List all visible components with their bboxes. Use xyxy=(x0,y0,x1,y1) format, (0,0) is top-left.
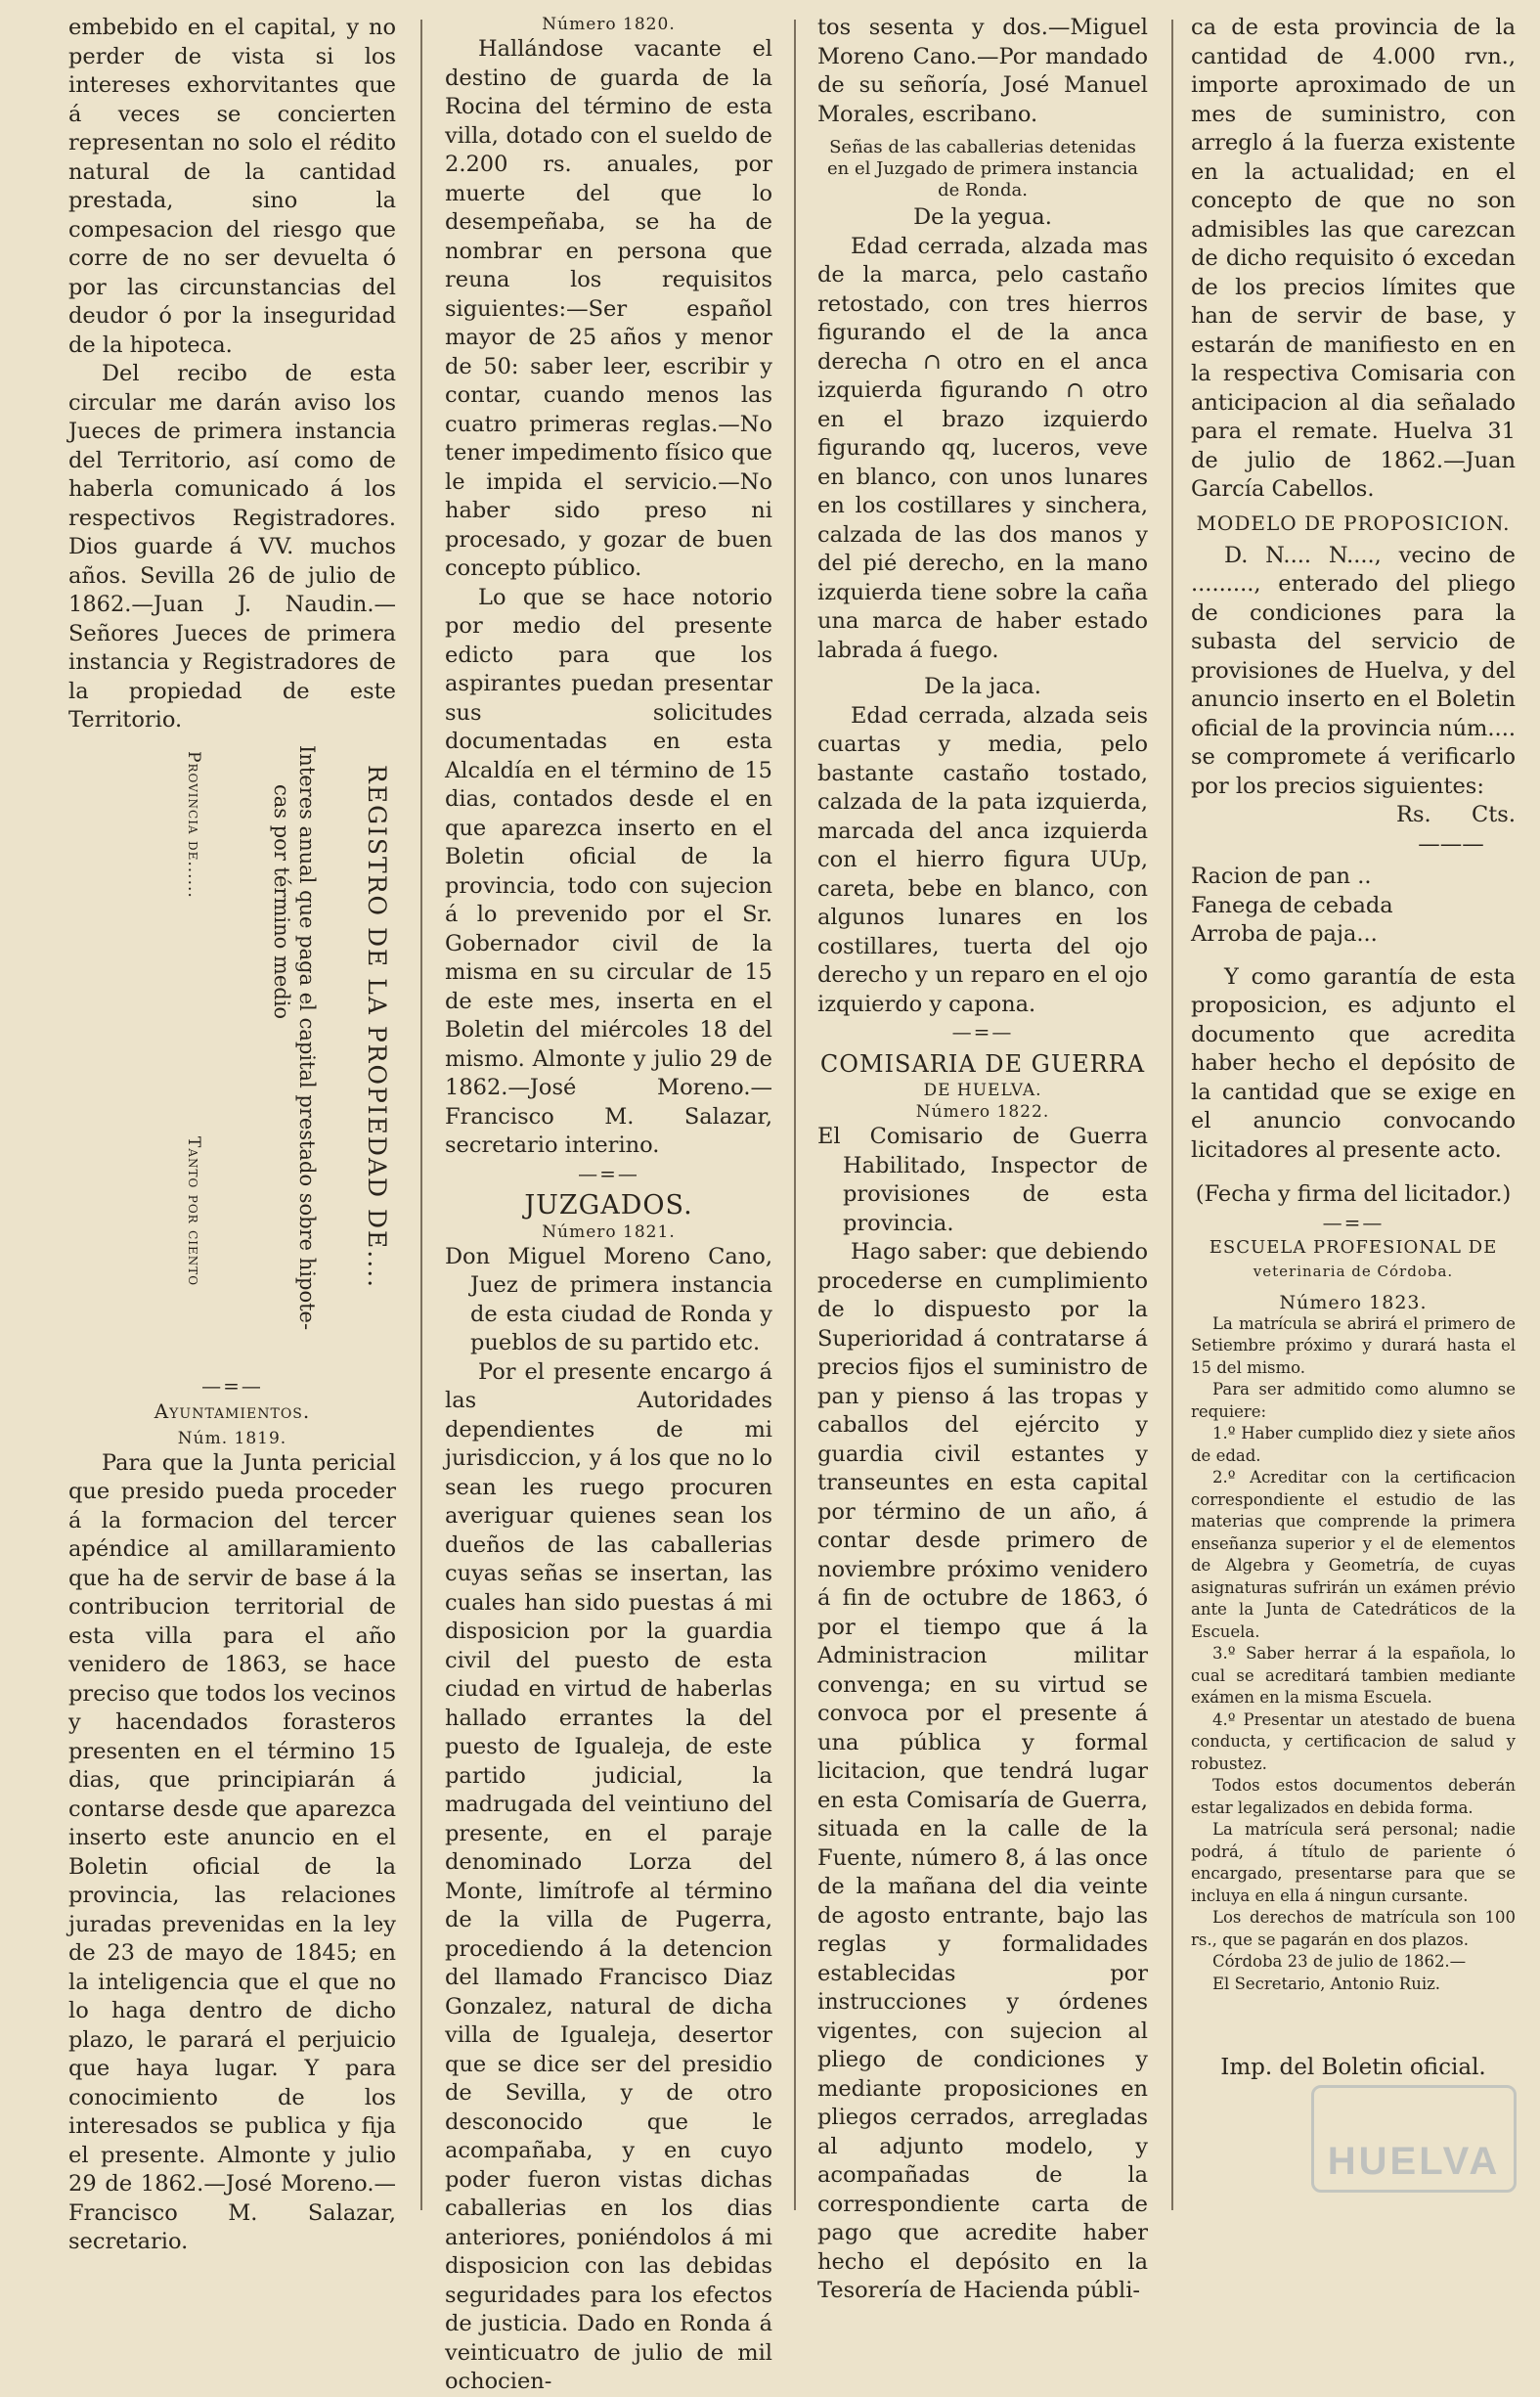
notice-1821-text: Por el presente encargo á las Autoridades dependientes de mi jurisdiccion, y á los que no lo sean les ruego procuren averiguar quienes sean los dueños de las caballerias cuyas señas se insertan, las cuales han sido puestas á mi disposicion por la guardia civil del puesto de esta ciudad en virtud de haberlas hallado errantes la del puesto de Igualeja, de este partido judicial, la madrugada del veintiuno del presente, en el paraje denominado Lorza del Monte, limítrofe al término de la villa de Pugerra, procediendo á la detencion del llamado Francisco Diaz Gonzalez, natural de dicha villa de Igualeja, desertor que se dice ser del presidio de Sevilla, y de otro desconocido que le acompañaba, y en cuyo poder fueron vistas dichas caballerias en los dias anteriores, poniéndolos á mi disposicion con las debidas seguridades para los efectos de justicia. Dado en Ronda á veinticuatro de julio de mil ochocien- xyxy=(445,1358,772,2394)
circular-closing: Del recibo de esta circular me darán aviso los Jueces de primera instancia del Territorio, así como de haberla comunicado á los respectivos Registradores. Dios guarde á VV. muchos años. Sevilla 26 de julio de 1862.—Juan J. Naudin.—Señores Jueces de primera instancia y Registradores de la propiedad de este Territorio. xyxy=(68,361,396,732)
school-subheading: veterinaria de Córdoba. xyxy=(1253,1262,1454,1280)
pony-description: Edad cerrada, alzada seis cuartas y media, pelo bastante castaño tostado, calzada de la pata izquierda, marcada del anca izquierda con el hierro figura UUp, careta, bebe en blanco, con algunos lunares en los costillares, tuerta del ojo derecho y un reparo en el ojo izquierdo y capona. xyxy=(817,702,1148,1017)
school-signature: El Secretario, Antonio Ruiz. xyxy=(1212,1974,1441,1993)
price-item: Racion de pan .. xyxy=(1191,864,1372,889)
reales-label: Rs. xyxy=(1396,802,1431,827)
school-requirement: 4.º Presentar un atestado de buena conducta, y certificacion de salud y robustez. xyxy=(1191,1709,1516,1773)
price-columns-header xyxy=(1191,801,1516,830)
notice-1819-text: Para que la Junta pericial que presido pueda proceder á la formacion del tercer apéndice al amillaramiento que ha de servir de base á la contribucion territorial de esta villa para el año venidero de 1863, se hace preciso que todos los vecinos y hacendados forasteros presenten en el término 15 dias, que principiarán á contarse desde que aparezca inserto este anuncio en el Boletin oficial de la provincia, las relaciones juradas prevenidas en la ley de 23 de mayo de 1845; en la inteligencia que el que no lo haga dentro de dicho plazo, le parará el perjuicio que haya lugar. Y para conocimiento de los interesados se publica y fija el presente. Almonte y julio 29 de 1862.—José Moreno.—Francisco M. Salazar, secretario. xyxy=(68,1449,396,2254)
column-3 xyxy=(817,14,1148,2303)
notice-1822-text: Hago saber: que debiendo procederse en cumplimiento de lo dispuesto por la Superioridad á contratarse á precios fijos el suministro de pan y pienso á las tropas y caballos del ejército y guardia civil estantes y transeuntes en esta capital por término de un año, á contar desde primero de noviembre próximo venidero á fin de octubre de 1863, ó por el tiempo que á la Administracion militar convenga; en su virtud se convoca por el presente á una pública y formal licitacion, que tendrá lugar en esta Comisaría de Guerra, situada en la calle de la Fuente, número 8, á las once de la mañana del dia veinte de agosto entrante, bajo las reglas y formalidades establecidas por instrucciones y órdenes vigentes, con sujecion al pliego de condiciones y mediante proposiciones en pliegos cerrados, arregladas al adjunto modelo, y acompañadas de la correspondiente carta de pago que acredite haber hecho el depósito en la Tesorería de Hacienda públi- xyxy=(817,1239,1148,2303)
column-rule xyxy=(420,20,422,2210)
school-requirement: 3.º Saber herrar á la española, lo cual se acreditará tambien mediante exámen en la misma Escuela. xyxy=(1191,1644,1516,1707)
column-rule xyxy=(1171,20,1173,2210)
circular-text: embebido en el capital, y no perder de vista si los intereses exhorvitantes que á veces se concierten representan no solo el rédito natural de la cantidad prestada, sino la compesacion del riesgo que corre de no ser devuelta ó por las circunstancias del deudor ó por la inseguridad de la hipoteca. xyxy=(68,15,396,358)
archive-watermark: HUELVA xyxy=(1311,2085,1517,2193)
column-2 xyxy=(445,14,772,2394)
notice-number: Número 1822. xyxy=(915,1102,1050,1122)
registry-province-label: Provincia de...... xyxy=(184,750,203,899)
mare-description: Edad cerrada, alzada mas de la marca, pelo castaño retostado, con tres hierros figurando el de la anca derecha ∩ otro en el anca izquierda figurando ∩ otro en el brazo izquierdo figurando qq, luceros, veve en blanco, con unos lunares en los costillares y sinchera, calzada de las dos manos y del pié derecho, en la mano izquierda tiene sobre la caña una marca de haber estado labrada á fuego. xyxy=(817,233,1148,663)
mare-heading: De la yegua. xyxy=(913,204,1052,230)
pony-heading: De la jaca. xyxy=(924,674,1041,699)
price-item: Arroba de paja... xyxy=(1191,921,1378,947)
column-4 xyxy=(1191,14,1516,2216)
guarantee-text: Y como garantía de esta proposicion, es adjunto el documento que acredita haber hecho el depósito de la cantidad que se exige en el anuncio convocando licitadores al presente acto. xyxy=(1191,963,1516,1163)
notice-1820-edict: Lo que se hace notorio por medio del presente edicto para que los aspirantes puedan presentar sus solicitudes documentadas en esta Alcaldía en el término de 15 dias, contados desde el en que aparezca inserto en el Boletin oficial de la provincia, todo con sujecion á lo prevenido por el Sr. Gobernador civil de la misma en su circular de 15 de este mes, inserta en el Boletin del miércoles 18 del mismo. Almonte y julio 29 de 1862.—José Moreno.—Francisco M. Salazar, secretario interino. xyxy=(445,584,772,1158)
notice-1822-continued: ca de esta provincia de la cantidad de 4.000 rvn., importe aproximado de un mes de suministro, con arreglo á la fuerza existente en la actualidad; en el concepto de que no son admisibles las que carezcan de dicho requisito ó excedan de los precios límites que han de servir de base, y estarán de manifiesto en en la respectiva Comisaria con anticipacion al dia señalado para el remate. Huelva 31 de julio de 1862.—Juan García Cabellos. xyxy=(1191,15,1516,502)
school-heading: ESCUELA PROFESIONAL DE xyxy=(1209,1236,1498,1258)
notice-number: Núm. 1819. xyxy=(177,1428,287,1448)
column-1 xyxy=(68,14,396,2254)
notice-number: Número 1820. xyxy=(542,15,676,34)
separator: —=— xyxy=(578,1161,639,1185)
registry-interest-label: Interes anual que paga el capital prestado sobre hipote- xyxy=(295,744,319,1330)
registry-interest-label-2: cas por término medio xyxy=(270,783,293,1019)
school-text: La matrícula será personal; nadie podrá, á título de pariente ó encargado, presentarse para que se incluya en ella á ningun cursante. xyxy=(1191,1820,1516,1905)
school-notice xyxy=(1191,1313,1516,1996)
registry-table xyxy=(68,745,396,1371)
section-heading-comisaria: COMISARIA DE GUERRA xyxy=(819,1050,1146,1078)
separator: —=— xyxy=(951,1020,1014,1043)
section-heading-juzgados: JUZGADOS. xyxy=(524,1189,693,1221)
notice-1820-text: Hallándose vacante el destino de guarda de la Rocina del término de esta villa, dotado con el sueldo de 2.200 rs. anuales, por muerte del que lo desempeñaba, se ha de nombrar en persona que reuna los requisitos siguientes:—Ser español mayor de 25 años y menor de 50: saber leer, escribir y contar, cuando menos las cuatro primeras reglas.—No tener impedimento físico que le impida el servicio.—No haber sido preso ni procesado, y gozar de buen concepto público. xyxy=(445,36,772,581)
proposal-model-text: D. N.... N...., vecino de ........., enterado del pliego de condiciones para la subasta del servicio de provisiones de Huelva, y del anuncio inserto en el Boletin oficial de la provincia núm.... se compromete á verificarlo por los precios siguientes: xyxy=(1191,542,1516,799)
section-subheading-huelva: DE HUELVA. xyxy=(923,1081,1042,1100)
notice-number: Número 1823. xyxy=(1279,1291,1428,1313)
separator: —=— xyxy=(201,1373,263,1398)
notice-number: Número 1821. xyxy=(542,1221,676,1242)
comisario-heading: El Comisario de Guerra Habilitado, Inspector de provisiones de esta provincia. xyxy=(817,1124,1148,1236)
school-date: Córdoba 23 de julio de 1862.— xyxy=(1212,1952,1467,1971)
school-text: Para ser admitido como alumno se requiere: xyxy=(1191,1380,1516,1421)
section-heading-ayuntamientos: Ayuntamientos. xyxy=(154,1398,311,1423)
separator: —=— xyxy=(1322,1210,1385,1234)
printer-imprint: Imp. del Boletin oficial. xyxy=(1220,2055,1486,2080)
price-item: Fanega de cebada xyxy=(1191,892,1393,918)
registry-percent-label: Tanto por ciento xyxy=(184,1135,203,1286)
signature-line: (Fecha y firma del licitador.) xyxy=(1195,1181,1512,1207)
school-text: La matrícula se abrirá el primero de Setiembre próximo y durará hasta el 15 del mismo. xyxy=(1191,1313,1516,1377)
centimos-label: Cts. xyxy=(1472,802,1516,827)
registry-title: REGISTRO DE LA PROPIEDAD DE.... xyxy=(363,764,391,1289)
school-text: Los derechos de matrícula son 100 rs., que se pagarán en dos plazos. xyxy=(1191,1908,1516,1949)
school-text: Todos estos documentos deberán estar legalizados en debida forma. xyxy=(1191,1776,1516,1817)
school-requirement: 2.º Acreditar con la certificacion correspondiente el estudio de las materias que comprende la primera enseñanza superior y el de elementos de Algebra y Geometría, de cuyas asignaturas sufrirán un exámen prévio ante la Junta de Catedráticos de la Escuela. xyxy=(1191,1468,1516,1641)
notice-1821-signature: tos sesenta y dos.—Miguel Moreno Cano.—Por mandado de su señoría, José Manuel Morales, escribano. xyxy=(817,15,1148,127)
proposal-model-heading: MODELO DE PROPOSICION. xyxy=(1196,510,1511,535)
price-underline: ——— xyxy=(1418,830,1484,857)
judge-heading: Don Miguel Moreno Cano, Juez de primera instancia de esta ciudad de Ronda y pueblos de su partido etc. xyxy=(445,1243,772,1355)
horses-caption: Señas de las caballerias detenidas en el Juzgado de primera instancia de Ronda. xyxy=(827,137,1138,200)
column-rule xyxy=(794,20,796,2210)
school-requirement: 1.º Haber cumplido diez y siete años de edad. xyxy=(1191,1424,1516,1465)
